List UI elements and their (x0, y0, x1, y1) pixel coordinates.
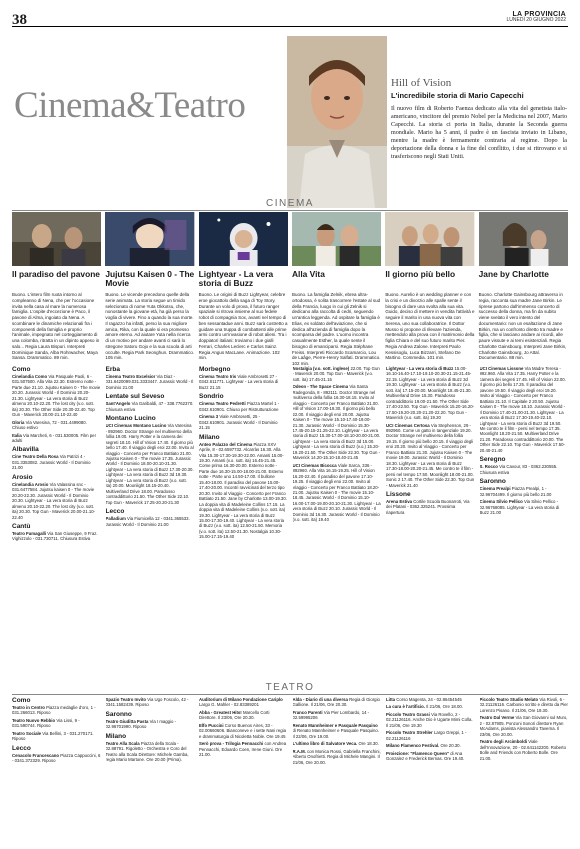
listing-entry (199, 723, 288, 739)
venue-name: Anteo Palazzo del Cinema (199, 441, 253, 447)
venue-name: Teatro Dal Verme (479, 715, 515, 721)
poster-image (105, 212, 194, 266)
venue-name: Palladium (105, 516, 126, 522)
listing-column (199, 697, 288, 842)
poster-image (479, 212, 568, 266)
city-heading: Como (12, 697, 31, 704)
venue-name: Elfo Puccini (199, 722, 224, 728)
city-heading: Sondrio (199, 393, 224, 401)
venue-name: Gloria (12, 419, 25, 425)
listing-entry (386, 712, 475, 728)
showtimes: con Monica Rossi, Gabriella Franchini, Alberto Onofrietti. Regia di Michele Mangini. Il 21/06, Ore 20.00. (292, 748, 381, 765)
movie-body: Buono. Le origini di Buzz Lightyear, celebre eroe giocattolo della saga di Toy Story. Durante un volo di prova, il futuro ranger spaziale si ritrova insieme al suo fedele robot di compagnia Sox, avanti nel tempo di ben sessantadue anni. Buzz sarà costretto a guidare una truppa di combattenti alle prime armi contro un'invasione di robot alieni. Tra i doppiatori italiani: troviamo i due gialli Ferrari, Charles Leclerc e Carlos Sainz. Regia Angus MacLane. Animazione. 102 min. (198, 292, 288, 361)
poster-image (292, 212, 381, 266)
venue-name: UCI Cinemas Bicocca (292, 462, 337, 468)
movie-title: Il paradiso del pavone (12, 269, 100, 279)
venue-name: Cinema Silvio Pellico (479, 499, 523, 505)
city-heading: Lentate sul Seveso (105, 393, 165, 401)
listing-entry (386, 499, 475, 515)
listing-entry (480, 715, 569, 737)
listing-entry (386, 743, 475, 748)
listing-entry (293, 384, 382, 460)
movie-review (199, 270, 288, 367)
showtimes: Regia di Giorgio Gallione. Il 21/06, Ore 20.30. (292, 697, 380, 708)
venue-name: Cinema Prealpi (479, 486, 511, 492)
city-heading: Saronno (105, 710, 132, 718)
listing-entry (106, 374, 195, 390)
movie-body: Buono. L'intero film ruota intorno al compleanno di Nena, che per l'occasione invita nella casa al mare la numerosa famiglia. L'ospite d'eccezione è Paco, il pavone di Alma, ingoiato da Nena. A scombinare le dinamiche relazionali fra i componenti della famiglia e proprio l'animale, impegnato nel corteggiamento di una colomba, ritratta in un dipinto appeso in salo... Regia Laura Bispuri. Interpreti Dominique Sanda, Alba Rohrwacher, Maya Sansa. Drammatico. 89 min. (12, 292, 100, 361)
city-heading: Lecco (105, 508, 125, 516)
movie-review (292, 270, 381, 367)
showtimes: Piazza Cappuccini, 6 - 0341.372329. Riposo (12, 752, 101, 764)
listing-entry (106, 697, 195, 708)
venue-name: Abba - Greatest Hits! (199, 709, 242, 715)
section-title: Cinema&Teatro (14, 85, 246, 126)
venue-name: Arena Estiva (386, 498, 413, 504)
venue-name: UCI Cinemas Certosa (386, 422, 430, 428)
city-heading: Montano Lucino (105, 415, 156, 423)
venue-name: S. Rocco (479, 464, 498, 470)
city-heading: Arosio (12, 473, 33, 481)
showtimes: Via I maggio - 02.96701990. Riposo (105, 718, 177, 730)
showtimes: Via Garibaldi, 47 - 338.7762370. Chiusura estiva (105, 401, 194, 412)
showtimes: Piazza medaglie d'oro, 1 - 031.266013. Riposo (12, 705, 96, 716)
hero-kicker: Hill of Vision (391, 77, 452, 89)
listing-entry (106, 401, 195, 412)
poster-row (12, 212, 568, 266)
hero-text (391, 77, 567, 161)
venue-name: Cinema 3 (199, 414, 219, 420)
venue-name: La cura è l'artificio. (386, 704, 425, 710)
venue-name: Cinema Teatro Pedretti (199, 401, 246, 407)
listing-entry (199, 741, 288, 757)
movie-title: Jane by Charlotte (478, 269, 549, 279)
showtimes: Il 21/06, Ore 18.00. (426, 704, 463, 710)
hero-body: Il nuovo film di Roberto Faenza dedicato alla vita del genetista italo-americano, vincitore del premio Nobel per la Medicina nel 2007, Mario Capecchi. La storia ci porta in Italia, durante la Seconda guerra mondiale. Mario ha 5 anni, il padre è un fascista inviato in Libano, mentre la madre è fermamente contraria al regime. Dopo la deportazione della donna e la fine del conflitto, i due si ritrovano e si trasferiscono negli Stati Uniti. (391, 106, 567, 161)
showtimes: con Andrea Pennacchi, Edoardo Coen, Irene Giuni. Ore 21.00. (199, 741, 287, 758)
listing-entry (12, 753, 101, 764)
venue-name: UCI Cinemas Montano Lucino (105, 423, 167, 429)
showtimes: Via San Giuseppe, 9 Fraz. Vighizzolo - 031.730711. Chiusura Estiva (12, 530, 98, 542)
venue-name: Teatro Giuditta Pasta (105, 718, 149, 724)
showtimes: Via Patrizi 4 - 031.3353082. Jurassic World - Il Dominio 21.00 (12, 454, 91, 471)
movie-title: Lightyear - La vera storia di Buzz (198, 269, 274, 289)
listing-column (480, 366, 569, 678)
showtimes: Via Rivoli, 6 - 02.21126116. Carbonio scritto e diretto da Pier Lorenzo Pisano. Il 21/06, Ore 19.30. (479, 697, 568, 713)
venue-name: Cenacolo Francescano (12, 752, 60, 758)
listing-entry (293, 749, 382, 765)
venue-name: Cinelandia Arosio (12, 481, 49, 487)
venue-name: Cinelandia Como (12, 374, 48, 379)
venue-name: Teatro Sociale (12, 730, 42, 736)
showtimes: Viale Ambrosetti, 25 - 0342.610901. Jurassic World - Il Dominio 21.15 (199, 414, 278, 431)
showtimes: Via Fiumicella 12 - 0341.365533. Jurassic World - Il Dominio 21.00 (105, 516, 190, 527)
page-number: 38 (12, 12, 27, 28)
listing-entry (12, 731, 101, 742)
listing-entry (386, 751, 475, 762)
showtimes: Largo Greppi, 1 - 02.21126116 (386, 730, 467, 741)
showtimes: Via Silvio Pellico - 02.96768085. Lightyear - La vera storia di Buzz 21.00 (479, 499, 560, 515)
city-heading: Lissone (386, 490, 411, 498)
movie-title: Il giorno più bello (385, 269, 456, 279)
listing-column (386, 366, 475, 678)
movie-body: Buono. La famiglia Zelnik, ebrea ultra-ortodossa, è solita trascorrere l'estate al sud della Francia, luogo in cui gli Zelnik si dedicano alla raccolta di cedri, seguendo un'antica leggenda. Ad ospitare la famiglia è Elias, ex soldato dell'aviazione, che si dedica all'azienda di famiglia dopo la scomparsa del padre. L'uomo incontra casualmente Esther, la quale sente il bisogno di emanciparsi. Regia Stéphane Freiss. Interpreti Riccardo Scamarcio, Lou de Laâge, Pierre-Henry Salfati. Drammatico. 102 min. (291, 292, 381, 366)
movie-review (12, 270, 101, 367)
poster-image (12, 212, 101, 266)
showtimes: Via Rovello, 2 - 02.21126116. Anche Dio è Ugarte Mimi Colla. Il 21/06, Ore 19.30 (386, 711, 473, 728)
venue-name: Piccolo Teatro Grassi (386, 711, 430, 717)
listing-entry (386, 366, 475, 421)
showtimes: Via Varesina - 892960. Doctor Strange nel multiverso della follia 19.00. Harry Potter e la camera dei segreti 18.10. Hill of Vision 17.40. Il giorno più bello 17.40. Il viaggio degli eroi 22.00. Invito al Viaggio - Concerto per Franco Battiato 21.00. Jujutsu Kaisen 0 - The movie 17.35. Jurassic World - Il Dominio 18.00-20.10-21.30. Lightyear - La vera storia di Buzz 17.30-20.30. Lightyear - La vera storia di Buzz 3d 19.30. Lightyear - La vera storia di Buzz (v.o. sott. ita) 20.00. Moonlight 18.15-20.40. Multiverland Drive 18.00. Paradosso contraddittorio 21.50. The Other Side 22.10. Top Gun - Maverick 17.25-20.20-21.30 (105, 423, 194, 505)
showtimes: 15.00-16.10-16.40-17.10-19.10-20.30-21.15-21.45-22.15. Lightyear - La vera storia di Buzz 3d 19.30. Lightyear - La vera storia di Buzz (v.o. sott. ita) 17.15-20.00. Moonlight 18.45-21.30. Multiverland Drive 15.30. Paradosso contraddittorio 19.00-21.50. The Other Side 17.40-22.50. Top Gun - Maverick 15.20-16.20-17.50-19.20-20.20-21.20-22.20. Top Gun - Maverick (v.o. sott. ita) 19.20 (386, 366, 475, 421)
masthead (507, 11, 566, 24)
listing-entry (199, 710, 288, 721)
listing-entry (12, 482, 101, 520)
showtimes: Via Pier Lombardo, 14 - 02.59995206 (292, 709, 370, 721)
showtimes: Via San Giovanni sul Muro, 2 - 02.87905. Ponzoni Sonori direttore Ryan McAdams, pianista Alessandro Taverna. Il 23/06, Ore 20.00. (479, 715, 568, 737)
showtimes: Via Marcheti, 6 - 031.530005. Film per adulti (12, 432, 97, 443)
listing-column (293, 697, 382, 842)
movie-body: Buono. Charlotte Gainsbourg attraverso in regia, racconta sua madre Jane Birkin. Le riprese partono dall'immenso concerto di successo della donna, ma fin da subito viene svelato il vero intento del documentario: non un esaltazione di Jane Birkin, ma un confronto diretto tra madre e figlia, che si lasciano andare ai ricordi, alle paure vissute e ai temi esistenziali. Regia Charlotte Gainsbourg. Interpreti Jane Birkin, Charlotte Gainsbourg, Jo Attal. Documentario. 88 min. (478, 292, 567, 361)
movie-title: Jujutsu Kaisen 0 - The Movie (105, 269, 195, 289)
teatro-listings (12, 697, 568, 842)
city-heading: Como (12, 366, 31, 373)
showtimes: di Renato Mannheimer e Pasquale Pasquino. Il 22/06, Ore 19.00. (292, 728, 379, 739)
showtimes: Piazza XXV Aprile, 8 - 02.6597732. Alcarràs 16.30. Alla Vita 15.30-17.30-19.30-22.00. Amanti 15.00-19.30. Amanti (v.o. sott. ita) 16.45-21.45. Come prima 16.30-20.00. Esterno notte - Parte due 16.30-15.00-18.00-21.00. Esterno notte - Parte uno 14.50-17.00. Il bullone 15.40-18.00. Il paradiso del pavone 15.00-17.40-20.00. Incontri ravvicinati del terzo tipo 20.30. Invito al Viaggio - Concerto per Franco Battiato 21.50. Jane by Charlotte 13.00-19.30. La doppia vita di Madeleine Collins 17.15. La doppia vita di Madeleine Collins (v.o. sott. ita) 19.30. Lightyear - La vera storia di Buzz 15.00-17.30-19.40. Lightyear - La vera storia di Buzz (v.o. sott. ita) 12.50-21.50. Memoria (v.o. sott. ita) 12.50-21.30. Nostalgia 10.30-15.00-17.15-19.40 (199, 441, 287, 540)
showtimes: Largo G. Mahler - 02.83389201 (199, 702, 259, 708)
venue-name: Teatro Alla Scala (105, 740, 140, 746)
listing-entry (106, 423, 195, 505)
listing-entry (480, 739, 569, 761)
venue-name: Cinema Teatro Excelsior (105, 374, 156, 379)
listing-entry (386, 697, 475, 702)
venue-name: Litta (386, 697, 396, 702)
venue-name: Sant'Angelo (105, 401, 131, 407)
listing-entry (480, 464, 569, 475)
hero-subtitle: L'incredibile storia di Mario Capecchi (391, 91, 524, 100)
listing-entry (199, 374, 288, 390)
venue-name: Nostalgia (v.o. sott. inglese) (292, 366, 350, 371)
venue-name: Proiezione: "Flamenco Queen" (386, 750, 450, 756)
listing-entry (12, 420, 101, 431)
movie-body: Buono. Aurelio è un wedding planner e con la crisi e un divorzio alle spalle sente il bisogno di dare una svolta alla sua vita. Guido, deciso di mettere in vendita l'attività e seguire il marito in una nuova vita con Serena, uno sua collaboratrice. Il Dottor Musso si propone di rilevare l'azienda, mettendolo alla prova con il matrimonio della figlia Chiara e del suo futuro marito Pier. Regia Andrea Zalone. Interpreti Paolo Kessisoglu, Luca Bizzarri, Stefano De Martino. Commedia. 101 min. (385, 292, 475, 361)
listing-entry (199, 697, 288, 708)
showtimes: Viale Sarca, 336 - 892960. Alla Vita 16.15-19.25. Hill of Vision 16.20-22.40. Il paradiso del pavone 17.10-19.25. Il viaggio degli eroi 22.00. Invito al Viaggio - Concerto per Franco Battiato 18.20-21.00. Jujutsu Kaisen 0 - The movie 15.10-18.45. Jurassic World - Il Dominio 15.10-16.00-17.00-19.00-20.10-21.30. Lightyear - La vera storia di Buzz 20.10. Jurassic World - Il Dominio 3d 16.30. Jurassic World - Il Dominio (v.o. sott. ita) 19.40 (292, 462, 381, 523)
venue-name: Cine Teatro Della Rosa (12, 454, 59, 460)
listing-column (106, 366, 195, 678)
venue-name: Italia (12, 432, 22, 438)
cinema-listings (12, 366, 568, 678)
listing-entry (12, 718, 101, 729)
city-heading: Erba (105, 366, 120, 373)
listing-entry (293, 366, 382, 382)
showtimes: Corso Buenos Aires, 33 - 02.00660606. Bianconeve e i sette Nani regia e drammaturgia di Nicoletta Noble. Ore 19.45 (199, 722, 286, 739)
brand-name: LA PROVINCIA (512, 11, 566, 18)
movie-review (105, 270, 194, 367)
showtimes: Via Cavour, 83 - 0362.230555. Chiusura estiva (479, 464, 558, 475)
showtimes: Viale dell'Innovazione, 20 - 02.641142200. Roberto Bolle and Friends con Roberto Bolle. Ore 21.00. (479, 739, 567, 761)
city-heading: Milano (199, 433, 220, 441)
showtimes: Via Bellini, 3 - 031.270171. Riposo (12, 730, 94, 742)
listing-entry (293, 723, 382, 739)
city-heading: Saronno (479, 478, 506, 486)
venue-name: Renato Mannheimer e Pasquale Pasquino (292, 722, 378, 728)
listing-entry (293, 741, 382, 746)
listing-entry (293, 697, 382, 708)
city-heading: Seregno (479, 456, 506, 464)
top-rule (12, 26, 568, 27)
showtimes: Via Lissi, 9 - 031.590744. Riposo (12, 717, 80, 729)
teatro-band-title: TEATRO (12, 682, 568, 695)
listing-entry (293, 463, 382, 523)
listing-entry (480, 697, 569, 713)
showtimes: Via Madre Teresa - 892.960. Alla Vita 17.35. Harry Potter e la camera dei segreti 17.45. Hill of Vision 22.00. Il giorno più bello 17.25. Il paradiso del pavone 19.50. Il viaggio degli eroi 19.20. Invito al Viaggio - Concerto per Franco Battiato 21.10. Il Capitale 2 20.50. Jujutsu Kaisen 0 - The movie 18.10. Jurassic World - Il Dominio 17.40-21.00-21.30. Lightyear - La vera storia di Buzz 17.30-19.40-22.10. Lightyear - La vera storia di Buzz 3d 19.50. Me contro te il film - persi nel tempo 17.35. Moonlight 18.20-21.50. Multiverland Drive 21.20. Paradosso contraddittorio 20.00. The Other Side 22.10. Top Gun - Maverick 17.50-20.40-21.40 (479, 366, 566, 453)
listing-entry (386, 730, 475, 741)
venue-name: Piccolo Teatro Studio Melato (479, 697, 539, 702)
listing-entry (199, 401, 288, 412)
listing-entry (12, 705, 101, 716)
showtimes: Piazza della Scala - 02.88791. Rigoletto - Orchestra e Coro del Teatro alla Scala Direttore: Michele Gamba, regia Mario Martone. Ore 20.00 (Prima). (105, 740, 189, 763)
listing-entry (199, 414, 288, 430)
showtimes: Via Pasquale Paoli, 6 - 031.507500. Alla Vita 22.30. Estremo notte - Parte due 21.10. Jujutsu Kaisen 0 - The movie 20.20. Jurassic World - Il Dominio 20.20-21.30. Lightyear - La vera storia di Buzz almeno 20.10-22.20. The lost city (v.o. sott. ita) 20.30. The Other Side 20.30-22.40. Top Gun - Maverick 20.00-21.10-22.40 (12, 374, 101, 418)
venue-name: UCI Cinemas Lissone (479, 366, 524, 371)
showtimes: Corso Magenta, 24 - 02.86454545 (396, 697, 462, 702)
issue-date: LUNEDÌ 20 GIUGNO 2022 (506, 17, 566, 24)
listing-entry (12, 374, 101, 418)
venue-name: Spazio Teatro Invito (105, 697, 147, 702)
listing-column (386, 697, 475, 842)
listing-entry (480, 499, 569, 515)
listing-entry (386, 423, 475, 488)
listing-column (106, 697, 195, 842)
showtimes: Viale Ambrosetti 27 - 0342.611771. Lightyear - La vera storia di Buzz 21.15 (199, 374, 279, 390)
listing-entry (106, 719, 195, 730)
showtimes: Via Valassina snc - 031.6477584. Jujutsu kaisen 0 - The movie 20.20-22.30. Jurassic World - Il Dominio 20.30. Lightyear - La vera storia di Buzz almeno 20.10-22.20. The lost city (v.o. sott. ita) 20.30. Top Gun - Maverick 20.00-21.10-22.40 (12, 481, 96, 520)
venue-name: Alda - Diario di una diversa (292, 697, 348, 702)
cinema-band-title: CINEMA (12, 198, 568, 211)
showtimes: di Ana Gonzalez e Frederick Bernas. Ore 19.40. (386, 750, 465, 762)
showtimes: Piazza Prealpi, 1 - 02.96704499. Il giorno più bello 21.00 (479, 486, 552, 497)
showtimes: Via Varesina, 72 - 031.4499080. Chiuso estivo (12, 419, 87, 431)
listing-entry (12, 433, 101, 444)
listing-entry (106, 741, 195, 763)
listing-entry (480, 486, 569, 497)
showtimes: Via Ugo Foscolo, 42 - 0341.1582439. Riposo (105, 697, 189, 708)
movie-title: Alla Vita (291, 269, 325, 279)
venue-name: Teatro Nuovo Rebbio (12, 717, 56, 723)
venue-name: Cinema Teatro Iris (199, 374, 237, 379)
showtimes: Via Stephenson, 29 - 892960. Come un gatto in tangenziale 19.20. Doctor Strange nel multiverso della follia 19.15. Il giorno più bello 20.15. Il viaggio degli eroi 20.20. Invito al Viaggio - Concerto per Franco Battiato 21.30. Jujutsu Kaisen 0 - The movie 19.00. Jurassic World - Il Dominio 18.30. Lightyear - La vera storia di Buzz 17.30-18.00-20.20-21.45. Me contro te il film - persi nel tempo 17.50. Moonlight 18.00-21.00. Sonic 2 17.40. The Other Side 22.30. Top Gun - Maverick 21.40 (386, 422, 475, 488)
showtimes: Marcello Corti Direttore. Il 23/06, Ore 20.30. (199, 709, 270, 721)
listing-entry (199, 442, 288, 540)
listing-column (12, 366, 101, 678)
city-heading: Milano (105, 732, 127, 740)
listing-column (293, 366, 382, 678)
showtimes: Cortile Scuola Buonarroti, Via dei Platani - 0362.325241. Prossima riapertura (386, 498, 470, 515)
city-heading: Lecco (12, 744, 31, 752)
movie-reviews (12, 270, 568, 367)
venue-name: Teatro degli Arcimboldi (479, 739, 528, 745)
city-heading: Morbegno (199, 366, 231, 373)
listing-entry (12, 531, 101, 542)
listing-entry (480, 366, 569, 453)
showtimes: Via Santa Radegonda, 8 - 892111. Doctor Strange nel multiverso della follia 16.30-18.15. Invito al Viaggio - Concerto per Franco Battiato 21.00. Hill of Vision 17.00-19.30. Il giorno più bello 22.00. Il viaggio degli eroi 20.00. Jujutsu Kaisen 0 - The movie 15.10-17.40-19.00-21.30. Jurassic World - Il Dominio 15.30-17.45-20.15-21.25-22.10. Lightyear - La vera storia di Buzz 15.30-17.00-18.10-20.00-21.00. Lightyear - La vera storia di Buzz 3d 15.00. Lightyear - La vera storia di Buzz (v.o.) 15.20-19.20-21.50. The Other Side 22.30. Top Gun - Maverick 14.20-15.10-18.40-21.45 (292, 384, 381, 461)
venue-name: Lightyear - La vera storia di Buzz (386, 366, 454, 371)
movie-body: Buono. Le vicende precedono quelle della serie animata. La storia segue un timido selezionato di nome Yuta Okkotsu, che, nonostante la giovane età, ha già perso la voglia di vivere. Fino a quando la sua morte. Il ragazzo ha infatti, perso la sua migliore amica, Rika, con la quale si era promesso amore eterno. Ad aiutare Yuta nella ricerca di un motivo per andare avanti ci sarà lo stregone Satoru Gojo e la sua scuola di arti occulte. Regia Park Seonghun. Drammatico. 105 min. (105, 292, 195, 361)
venue-name: Auditorium di Milano Fondazione Cariplo (199, 697, 283, 702)
listing-column (199, 366, 288, 678)
listing-entry (386, 704, 475, 709)
poster-image (385, 212, 474, 266)
listing-column (12, 697, 101, 842)
venue-name: Odeon - The Space Cinema (292, 384, 349, 390)
city-heading: Albavilla (12, 446, 39, 454)
hero-photo (287, 36, 387, 208)
venue-name: L'ultimo libro di Salvatore Veca. (292, 741, 358, 747)
venue-name: Teatro Fumagalli (12, 530, 47, 536)
showtimes: Piazza Martel 1 - 0342.610901. Chiuso per Ristrutturazione (199, 401, 280, 412)
showtimes: 22.00. Top Gun - Maverick 20.00. Top Gun - Maverick (v.o. sott. ita) 17.45-21.15 (292, 366, 380, 382)
venue-name: Serò prova - Trilogia Pennacchi (199, 741, 264, 747)
venue-name: Franco Parenti (292, 709, 323, 715)
showtimes: Ore 20.30. (440, 743, 461, 749)
venue-name: R.A.M. (292, 748, 306, 754)
listing-entry (293, 710, 382, 721)
poster-image (199, 212, 288, 266)
listing-column (480, 697, 569, 842)
showtimes: Via Diaz - 031.6420099.031.3333447. Jurassic World - Il Dominio 21.00 (105, 374, 194, 390)
movie-review (385, 270, 474, 367)
showtimes: Ore 18.30. (358, 741, 379, 747)
venue-name: Piccolo Teatro Strehler (386, 730, 433, 736)
listing-entry (12, 454, 101, 470)
venue-name: Milano Flamenco Festival. (386, 743, 440, 749)
city-heading: Cantù (12, 522, 31, 530)
movie-review (479, 270, 568, 367)
venue-name: Teatro in Centro (12, 705, 45, 710)
listing-entry (106, 516, 195, 527)
